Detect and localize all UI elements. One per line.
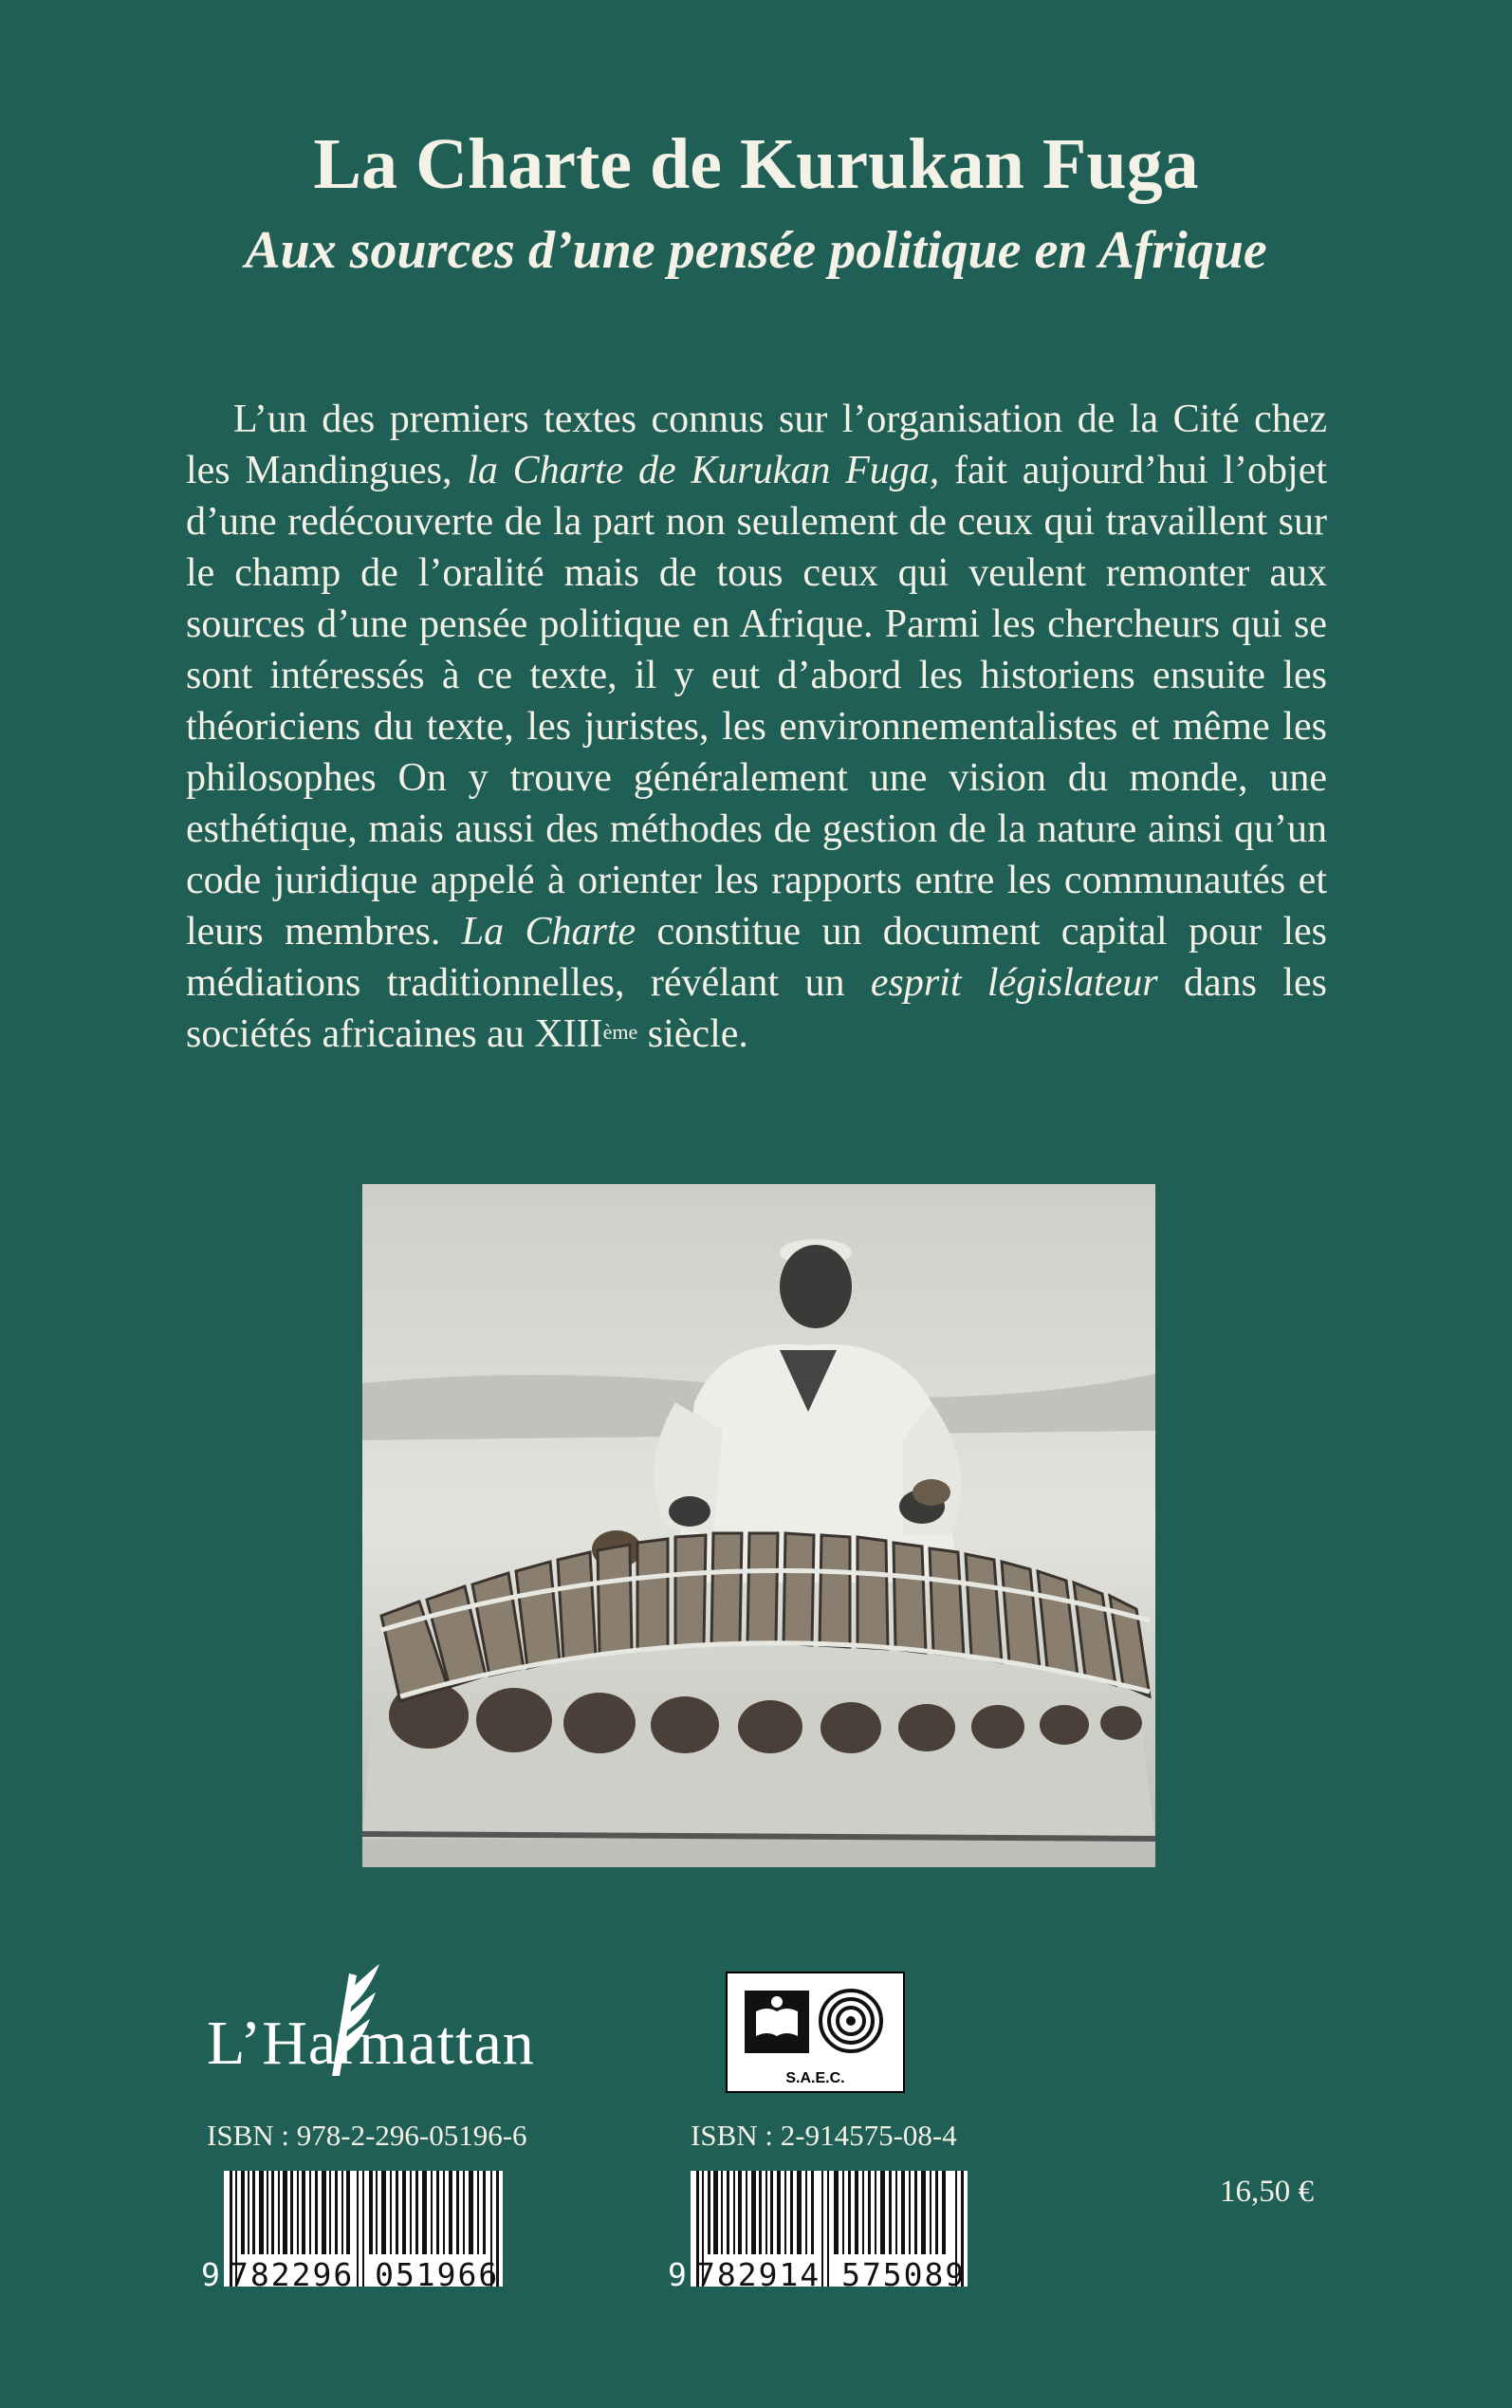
back-cover-blurb	[186, 394, 1327, 1060]
saec-logo-text: S.A.E.C.	[785, 2070, 845, 2086]
blurb-text-3: constitue un document capital pour les médiations traditionnelles, révélant un	[186, 910, 1328, 1005]
saec-logo	[726, 1972, 905, 2093]
blurb-text-1: L’un des premiers textes connus sur l’organisation de la Cité chez les Mandingues,	[186, 398, 1327, 492]
book-subtitle: Aux sources d’une pensée politique en Afrique	[245, 221, 1267, 280]
price-label: 16,50 €	[1220, 2175, 1314, 2209]
isbn-saec: ISBN : 2-914575-08-4	[691, 2119, 957, 2152]
barcode-harmattan-digits: 782296 051966	[230, 2256, 500, 2293]
blurb-superscript: ème	[602, 1020, 638, 1044]
blurb-text-4: dans les sociétés africaines au XIII	[186, 961, 1327, 1056]
book-title: La Charte de Kurukan Fuga	[313, 124, 1199, 204]
barcode-saec-lead-digit: 9	[668, 2256, 689, 2293]
harmattan-logo-text: L’Harmattan	[207, 2009, 535, 2078]
blurb-text-5: siècle.	[637, 1012, 748, 1056]
blurb-italic-charte: La Charte	[461, 910, 636, 954]
isbn-harmattan: ISBN : 978-2-296-05196-6	[207, 2119, 527, 2152]
blurb-italic-title: la Charte de Kurukan Fuga,	[467, 449, 940, 492]
blurb-italic-esprit: esprit législateur	[870, 961, 1158, 1005]
barcode-saec-digits: 782914 575089	[696, 2256, 967, 2293]
harmattan-logo	[207, 1964, 535, 2087]
balafon-player-photo	[362, 1184, 1155, 1867]
barcode-harmattan-lead-digit: 9	[201, 2256, 222, 2293]
blurb-text-2: fait aujourd’hui l’objet d’une redécouverte de la part non seulement de ceux qui travaillent sur le champ de l’oralité mais de tous ceux qui veulent remonter aux sources d’une pensée politique en Afrique. Parmi les chercheurs qui se sont intéressés à ce texte, il y eut d’abord les historiens ensuite les théoriciens du texte, les juristes, les environnementalistes et même les philosophes On y trouve généralement une vision du monde, une esthétique, mais aussi des méthodes de gestion de la nature ainsi qu’un code juridique appelé à orienter les rapports entre les communautés et leurs membres.	[186, 449, 1328, 954]
